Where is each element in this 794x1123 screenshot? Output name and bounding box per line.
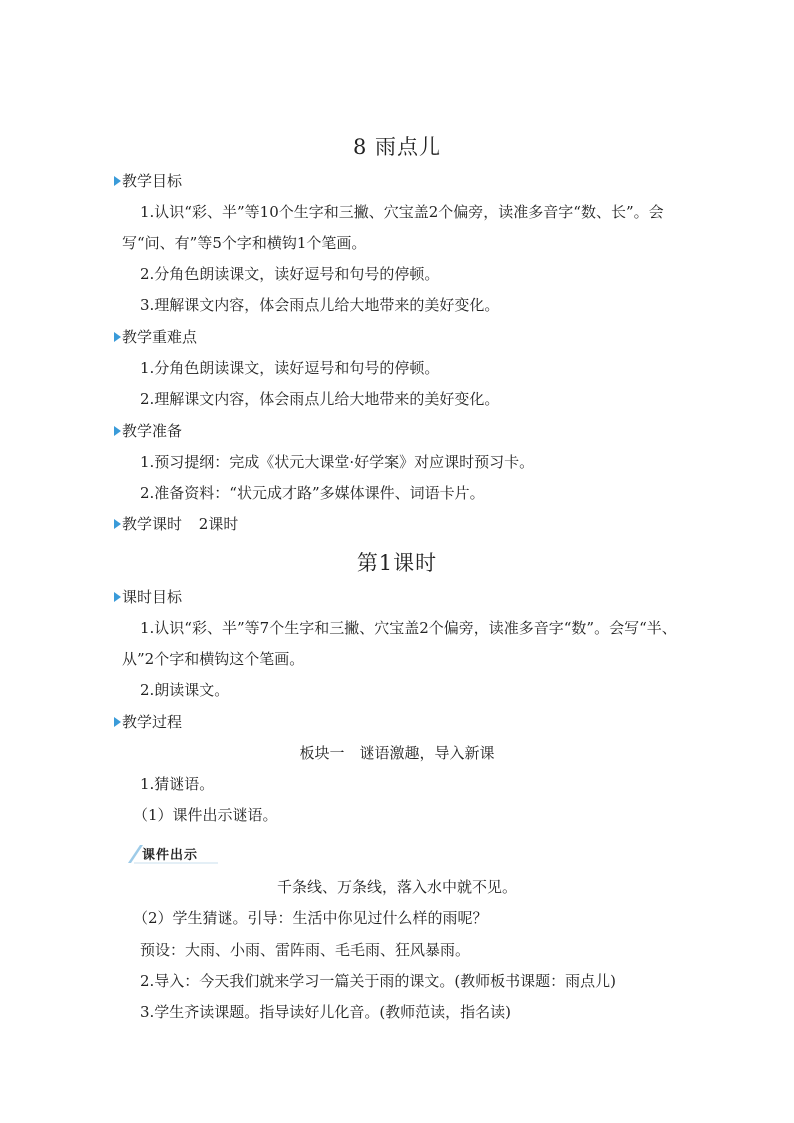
badge-label: 课件出示 [142,848,199,863]
section-heading-process [122,712,182,732]
heading-text: 教学过程 [122,713,183,731]
step-3: 3.学生齐读课题。指导读好儿化音。(教师范读，指名读) [140,1003,512,1021]
triangle-bullet-icon [114,426,121,436]
section-heading-objectives [122,171,182,191]
courseware-badge [128,843,218,865]
triangle-bullet-icon [114,176,121,186]
hours-value: 2课时 [198,515,239,533]
page-title: 8 雨点儿 [352,135,442,159]
heading-text: 教学重难点 [122,328,198,346]
key-point-1: 1.分角色朗读课文，读好逗号和句号的停顿。 [140,359,440,377]
triangle-bullet-icon [114,332,121,342]
key-point-2: 2.理解课文内容，体会雨点儿给大地带来的美好变化。 [140,390,500,408]
objective-1-line-1: 1.认识“彩、半”等10个生字和三撇、穴宝盖2个偏旁，读准多音字“数、长”。会 [140,203,664,221]
heading-text: 教学目标 [122,172,183,190]
lesson-title: 第1课时 [356,551,438,575]
lesson-goal-1-line-1: 1.认识“彩、半”等7个生字和三撇、穴宝盖2个偏旁，读准多音字“数”。会写“半、 [140,619,677,637]
preparation-1: 1.预习提纲：完成《状元大课堂·好学案》对应课时预习卡。 [140,453,535,471]
heading-text: 课时目标 [122,588,183,606]
preparation-2: 2.准备资料：“状元成才路”多媒体课件、词语卡片。 [140,484,485,502]
section-heading-key-points [122,327,197,347]
block-title: 板块一 谜语激趣，导入新课 [299,744,495,762]
step-1-1: （1）课件出示谜语。 [133,806,278,824]
preset-answers: 预设：大雨、小雨、雷阵雨、毛毛雨、狂风暴雨。 [140,941,471,959]
riddle-text: 千条线、万条线，落入水中就不见。 [276,878,517,896]
step-1-2: （2）学生猜谜。引导：生活中你见过什么样的雨呢？ [133,909,488,927]
step-1: 1.猜谜语。 [140,775,215,793]
triangle-bullet-icon [114,592,121,602]
lesson-goal-1-line-2: 从”2个字和横钩这个笔画。 [122,650,305,668]
section-heading-preparation [122,421,182,441]
triangle-bullet-icon [114,519,121,529]
heading-text: 教学课时 [122,515,183,533]
lesson-goal-2: 2.朗读课文。 [140,681,230,699]
heading-text: 教学准备 [122,422,183,440]
objective-1-line-2: 写“问、有”等5个字和横钩1个笔画。 [122,234,367,252]
step-2: 2.导入：今天我们就来学习一篇关于雨的课文。(教师板书课题：雨点儿) [140,972,617,990]
section-heading-lesson-goals [122,587,182,607]
objective-3: 3.理解课文内容，体会雨点儿给大地带来的美好变化。 [140,296,500,314]
objective-2: 2.分角色朗读课文，读好逗号和句号的停顿。 [140,265,440,283]
section-heading-hours [122,514,238,534]
triangle-bullet-icon [114,717,121,727]
